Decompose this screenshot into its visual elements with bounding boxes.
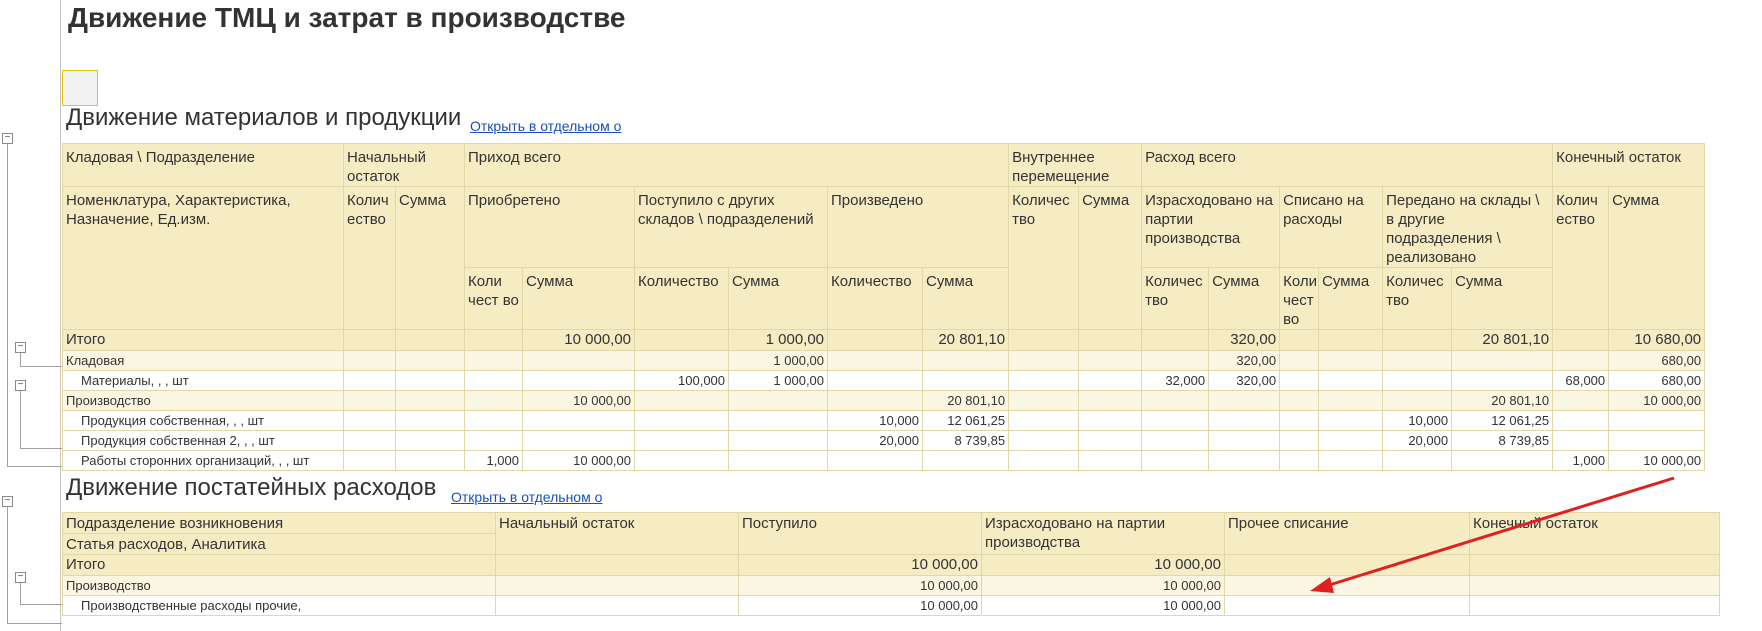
cell-consumed: 10 000,00 [982, 576, 1225, 596]
row-name: Продукция собственная 2, , , шт [63, 431, 344, 451]
collapse-group-production-icon[interactable]: − [15, 380, 26, 391]
header-purchased-qty: Коли чест во [465, 268, 523, 330]
header-received-qty: Количество [635, 268, 729, 330]
cell-received: 10 000,00 [739, 555, 982, 576]
cell-close-sum: 680,00 [1609, 351, 1705, 371]
cell-cons-sum: 320,00 [1209, 330, 1280, 351]
materials-section-title: Движение материалов и продукции [66, 104, 462, 131]
header-article: Статья расходов, Аналитика [63, 534, 496, 555]
cell-purch-qty: 1,000 [465, 451, 523, 471]
header-internal: Внутреннее перемещение [1009, 144, 1142, 187]
header-purchased: Приобретено [465, 187, 635, 268]
cell-trans-sum: 8 739,85 [1452, 431, 1553, 451]
cell-recv-sum: 1 000,00 [729, 371, 828, 391]
header-nomenclature: Номенклатура, Характеристика, Назначение, Ед.изм. [63, 187, 344, 330]
header-income-total: Приход всего [465, 144, 1009, 187]
costs-open-link[interactable]: Открыть в отдельном о [451, 489, 603, 505]
header-produced-qty: Количество [828, 268, 923, 330]
cell-trans-sum: 20 801,10 [1452, 391, 1553, 411]
collapse-materials-section-icon[interactable]: − [2, 133, 13, 144]
header-expense-total: Расход всего [1142, 144, 1553, 187]
header-consumed-sum: Сумма [1209, 268, 1280, 330]
cell-prod-sum: 8 739,85 [923, 431, 1009, 451]
cell-recv-qty: 100,000 [635, 371, 729, 391]
header-closing: Конечный остаток [1553, 144, 1705, 187]
cell-consumed: 10 000,00 [982, 555, 1225, 576]
row-name: Материалы, , , шт [63, 371, 344, 391]
collapse-cost-group-production-icon[interactable]: − [15, 572, 26, 583]
row-name: Итого [63, 330, 344, 351]
header-consumed-qty: Количес тво [1142, 268, 1209, 330]
header-purchased-sum: Сумма [523, 268, 635, 330]
cell-prod-sum: 20 801,10 [923, 391, 1009, 411]
header-produced: Произведено [828, 187, 1009, 268]
header-produced-sum: Сумма [923, 268, 1009, 330]
report-title: Движение ТМЦ и затрат в производстве [68, 2, 626, 33]
header-cost-closing: Конечный остаток [1470, 513, 1720, 555]
cell-cons-sum: 320,00 [1209, 351, 1280, 371]
header-warehouse: Кладовая \ Подразделение [63, 144, 344, 187]
cell-prod-qty: 20,000 [828, 431, 923, 451]
header-internal-sum: Сумма [1079, 187, 1142, 330]
header-written-off-qty: Коли чест во [1280, 268, 1319, 330]
cell-consumed: 10 000,00 [982, 596, 1225, 616]
cell-prod-qty: 10,000 [828, 411, 923, 431]
row-name: Продукция собственная, , , шт [63, 411, 344, 431]
cell-close-qty: 68,000 [1553, 371, 1609, 391]
cell-close-sum: 10 000,00 [1609, 451, 1705, 471]
header-cost-consumed: Израсходовано на партии производства [982, 513, 1225, 555]
cell-close-qty: 1,000 [1553, 451, 1609, 471]
cell-prod-sum: 12 061,25 [923, 411, 1009, 431]
header-closing-sum: Сумма [1609, 187, 1705, 330]
header-written-off-sum: Сумма [1319, 268, 1383, 330]
cell-received: 10 000,00 [739, 596, 982, 616]
cell-purch-sum: 10 000,00 [523, 330, 635, 351]
row-name: Итого [63, 555, 496, 576]
header-transferred-sum: Сумма [1452, 268, 1553, 330]
row-name: Производственные расходы прочие, [63, 596, 496, 616]
header-cost-other: Прочее списание [1225, 513, 1470, 555]
header-cost-received: Поступило [739, 513, 982, 555]
header-cost-opening: Начальный остаток [496, 513, 739, 555]
collapse-group-warehouse-icon[interactable]: − [15, 342, 26, 353]
cell-trans-sum: 12 061,25 [1452, 411, 1553, 431]
header-department: Подразделение возникновения [63, 513, 496, 534]
collapse-costs-section-icon[interactable]: − [2, 496, 13, 507]
cell-purch-sum: 10 000,00 [523, 391, 635, 411]
header-opening-qty: Колич ество [344, 187, 396, 330]
header-received: Поступило с других складов \ подразделений [635, 187, 828, 268]
cell-recv-sum: 1 000,00 [729, 351, 828, 371]
header-closing-qty: Колич ество [1553, 187, 1609, 330]
cell-trans-sum: 20 801,10 [1452, 330, 1553, 351]
costs-section-title: Движение постатейных расходов [66, 474, 437, 501]
cell-close-sum: 10 680,00 [1609, 330, 1705, 351]
row-name: Производство [63, 576, 496, 596]
header-consumed: Израсходовано на партии производства [1142, 187, 1280, 268]
header-opening: Начальный остаток [344, 144, 465, 187]
header-transferred: Передано на склады \ в другие подразделения \ реализовано [1383, 187, 1553, 268]
cell-recv-sum: 1 000,00 [729, 330, 828, 351]
header-opening-sum: Сумма [396, 187, 465, 330]
header-written-off: Списано на расходы [1280, 187, 1383, 268]
cell-cons-qty: 32,000 [1142, 371, 1209, 391]
cell-close-sum: 680,00 [1609, 371, 1705, 391]
materials-open-link[interactable]: Открыть в отдельном о [470, 118, 622, 134]
cell-purch-sum: 10 000,00 [523, 451, 635, 471]
cell-close-sum: 10 000,00 [1609, 391, 1705, 411]
cell-cons-sum: 320,00 [1209, 371, 1280, 391]
header-transferred-qty: Количес тво [1383, 268, 1452, 330]
header-received-sum: Сумма [729, 268, 828, 330]
cell-trans-qty: 20,000 [1383, 431, 1452, 451]
row-name: Работы сторонних организаций, , , шт [63, 451, 344, 471]
row-name: Кладовая [63, 351, 344, 371]
cell-trans-qty: 10,000 [1383, 411, 1452, 431]
header-internal-qty: Количес тво [1009, 187, 1079, 330]
cell-received: 10 000,00 [739, 576, 982, 596]
cell-prod-sum: 20 801,10 [923, 330, 1009, 351]
row-name: Производство [63, 391, 344, 411]
